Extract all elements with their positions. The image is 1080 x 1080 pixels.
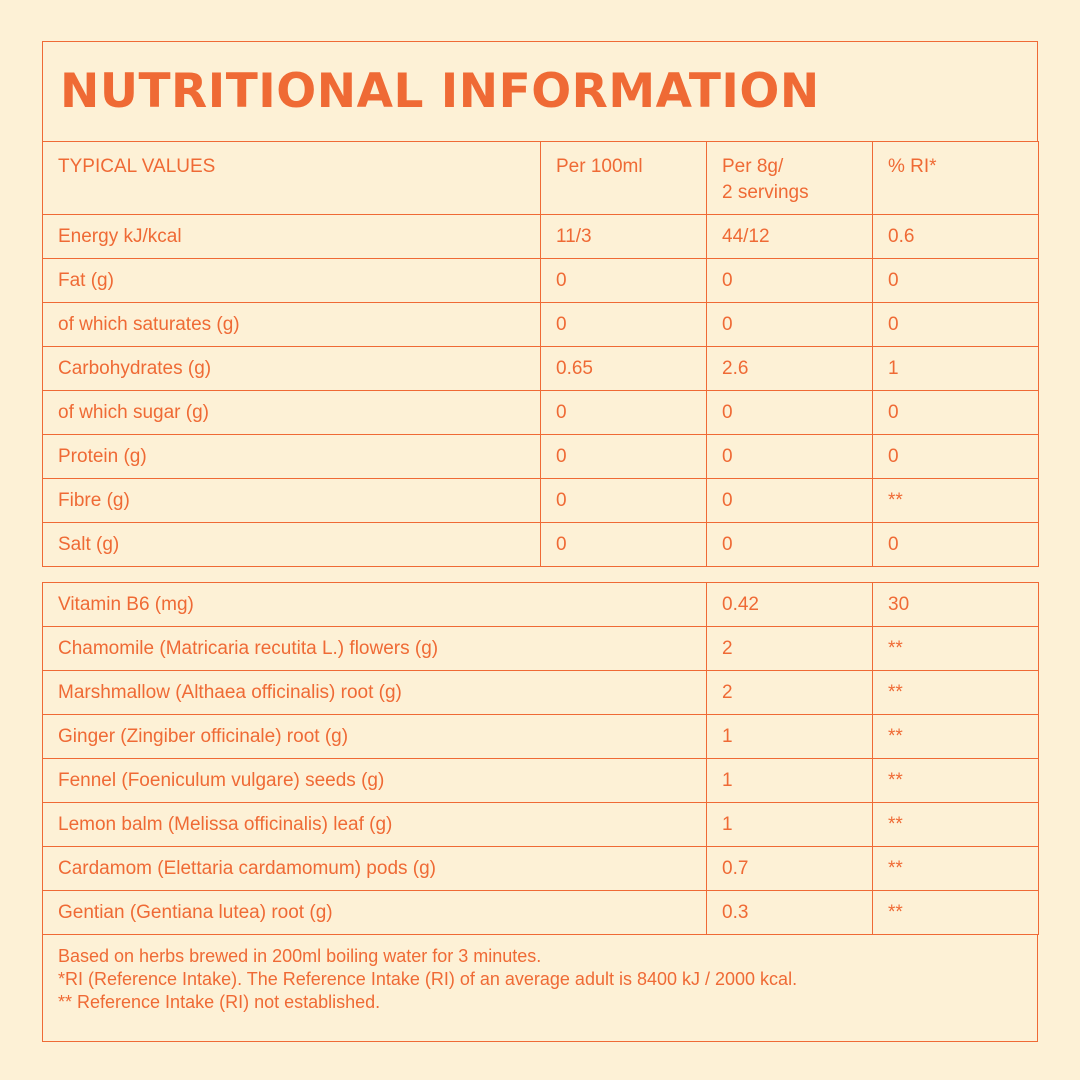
ingredient-ri: 30 bbox=[873, 583, 1039, 627]
table-row bbox=[43, 391, 1039, 435]
nutrient-per8g: 0 bbox=[707, 523, 873, 567]
nutrient-ri: 0 bbox=[873, 523, 1039, 567]
ingredient-name: Gentian (Gentiana lutea) root (g) bbox=[43, 891, 707, 935]
table-row bbox=[43, 479, 1039, 523]
nutrient-per8g: 0 bbox=[707, 259, 873, 303]
nutrient-name: Carbohydrates (g) bbox=[43, 347, 541, 391]
table-row bbox=[43, 715, 1039, 759]
nutrient-ri: 0 bbox=[873, 303, 1039, 347]
table-row bbox=[43, 347, 1039, 391]
header-per-8g-line1: Per 8g/ bbox=[722, 156, 784, 177]
footnote-ri: *RI (Reference Intake). The Reference Intake (RI) of an average adult is 8400 kJ / 2000 kcal. bbox=[58, 969, 798, 989]
nutrient-per8g: 0 bbox=[707, 391, 873, 435]
nutrient-ri: 1 bbox=[873, 347, 1039, 391]
table-row bbox=[43, 215, 1039, 259]
nutrient-per100: 0 bbox=[541, 391, 707, 435]
nutrient-per100: 11/3 bbox=[541, 215, 707, 259]
ingredient-per8g: 1 bbox=[707, 759, 873, 803]
ingredients-table bbox=[42, 582, 1039, 935]
ingredient-name: Ginger (Zingiber officinale) root (g) bbox=[43, 715, 707, 759]
header-ri: % RI* bbox=[873, 142, 1039, 215]
ingredient-name: Cardamom (Elettaria cardamomum) pods (g) bbox=[43, 847, 707, 891]
nutrient-per100: 0 bbox=[541, 523, 707, 567]
nutrient-per8g: 2.6 bbox=[707, 347, 873, 391]
nutrients-table bbox=[42, 141, 1039, 567]
nutrient-name: of which sugar (g) bbox=[43, 391, 541, 435]
nutrient-per100: 0.65 bbox=[541, 347, 707, 391]
ingredient-ri: ** bbox=[873, 803, 1039, 847]
ingredient-per8g: 0.7 bbox=[707, 847, 873, 891]
title-box bbox=[42, 41, 1038, 141]
nutrient-name: Salt (g) bbox=[43, 523, 541, 567]
nutrient-ri: 0.6 bbox=[873, 215, 1039, 259]
table-row bbox=[43, 891, 1039, 935]
ingredient-ri: ** bbox=[873, 891, 1039, 935]
table-row bbox=[43, 627, 1039, 671]
nutrient-ri: 0 bbox=[873, 435, 1039, 479]
ingredient-ri: ** bbox=[873, 759, 1039, 803]
footnotes bbox=[42, 935, 1038, 1042]
table-row bbox=[43, 759, 1039, 803]
table-row bbox=[43, 523, 1039, 567]
nutrient-ri: ** bbox=[873, 479, 1039, 523]
ingredient-name: Fennel (Foeniculum vulgare) seeds (g) bbox=[43, 759, 707, 803]
ingredient-per8g: 2 bbox=[707, 627, 873, 671]
header-per-8g-line2: 2 servings bbox=[722, 182, 809, 203]
table-row bbox=[43, 671, 1039, 715]
ingredient-per8g: 0.3 bbox=[707, 891, 873, 935]
ingredient-per8g: 1 bbox=[707, 803, 873, 847]
nutrient-per8g: 0 bbox=[707, 435, 873, 479]
footnote-brewing: Based on herbs brewed in 200ml boiling water for 3 minutes. bbox=[58, 946, 542, 966]
nutrient-per100: 0 bbox=[541, 435, 707, 479]
ingredient-per8g: 1 bbox=[707, 715, 873, 759]
ingredient-per8g: 2 bbox=[707, 671, 873, 715]
ingredient-name: Chamomile (Matricaria recutita L.) flowers (g) bbox=[43, 627, 707, 671]
nutrient-per100: 0 bbox=[541, 479, 707, 523]
ingredient-ri: ** bbox=[873, 627, 1039, 671]
ingredient-per8g: 0.42 bbox=[707, 583, 873, 627]
ingredient-name: Marshmallow (Althaea officinalis) root (g) bbox=[43, 671, 707, 715]
nutrient-ri: 0 bbox=[873, 391, 1039, 435]
table-row bbox=[43, 583, 1039, 627]
ingredient-ri: ** bbox=[873, 715, 1039, 759]
table-row bbox=[43, 847, 1039, 891]
table-row bbox=[43, 435, 1039, 479]
nutrient-per8g: 0 bbox=[707, 479, 873, 523]
ingredient-name: Vitamin B6 (mg) bbox=[43, 583, 707, 627]
nutrition-panel bbox=[42, 41, 1038, 1042]
nutrient-name: Energy kJ/kcal bbox=[43, 215, 541, 259]
nutrient-per100: 0 bbox=[541, 259, 707, 303]
nutrient-per100: 0 bbox=[541, 303, 707, 347]
nutrient-name: Protein (g) bbox=[43, 435, 541, 479]
table-row bbox=[43, 259, 1039, 303]
header-row bbox=[43, 142, 1039, 215]
table-row bbox=[43, 303, 1039, 347]
nutrient-per8g: 0 bbox=[707, 303, 873, 347]
nutrient-name: Fat (g) bbox=[43, 259, 541, 303]
page-title: NUTRITIONAL INFORMATION bbox=[60, 64, 820, 119]
table-row bbox=[43, 803, 1039, 847]
ingredient-ri: ** bbox=[873, 671, 1039, 715]
ingredient-name: Lemon balm (Melissa officinalis) leaf (g) bbox=[43, 803, 707, 847]
nutrient-name: of which saturates (g) bbox=[43, 303, 541, 347]
nutrient-name: Fibre (g) bbox=[43, 479, 541, 523]
ingredient-ri: ** bbox=[873, 847, 1039, 891]
footnote-ri-not-established: ** Reference Intake (RI) not established. bbox=[58, 992, 381, 1012]
header-typical-values: TYPICAL VALUES bbox=[43, 142, 541, 215]
nutrient-ri: 0 bbox=[873, 259, 1039, 303]
header-per-100ml: Per 100ml bbox=[541, 142, 707, 215]
header-per-8g bbox=[707, 142, 873, 215]
nutrient-per8g: 44/12 bbox=[707, 215, 873, 259]
